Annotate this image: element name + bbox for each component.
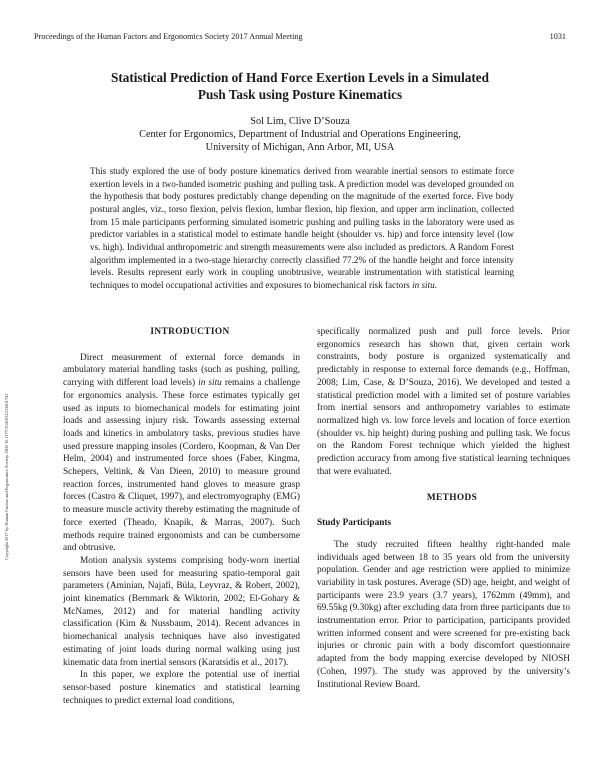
study-participants-heading: Study Participants	[317, 518, 392, 529]
paper-title-line-2: Push Task using Posture Kinematics	[197, 86, 403, 102]
page-number: 1031	[549, 32, 566, 41]
intro-paragraph-2: Motion analysis systems comprising body-worn inertial sensors have been used for measuring spatio-temporal gait parameters (Aminian, Najafi, Büla, Leyvraz, & Robert, 2002), joint kinematics (Bernmark & Wiktorin, 2002; El-Gohary & McNames, 2012) and for material handling activity classification (Kim & Nussbaum, 2014). Recent advances in biomechanical analysis techniques have also investigated estimating of joint loads during normal walking using just kinematic data from inertial sensors (Karatsidis et al., 2017).	[63, 555, 300, 668]
abstract-end: .	[434, 279, 437, 290]
methods-heading: METHODS	[426, 493, 478, 504]
intro-p1-text-a: Direct measurement of external force demands in ambulatory material handling tasks (such as pushing, pulling, carrying with different load levels)	[63, 352, 300, 389]
abstract-italic: in situ	[412, 279, 435, 290]
intro-p1-text-b: remains a challenge for ergonomics analysis. These force estimates typically get used as inputs to biomechanical models for estimating joint loads and assessing injury risk. Towards assessing external loads and kinetics in ambulatory tasks, previous studies have used pressure mapping insoles (Cordero, Koopman, & Van Der Helm, 2004) and instrumented force shoes (Faber, Kingma, Schepers, Veltink, & Van Dieen, 2010) to measure ground reaction forces, instrumented hand gloves to measure grasp forces (Castro & Cliquet, 1997), and electromyography (EMG) to measure muscle activity thereby estimating the magnitude of force exerted (Theado, Knapik, & Marras, 2007). Such methods require trained ergonomists and can be cumbersome and obtrusive.	[63, 378, 300, 554]
intro-p1-italic: in situ	[198, 378, 222, 389]
abstract	[90, 165, 514, 292]
methods-paragraph-1: The study recruited fifteen healthy right-handed male individuals aged between 18 to 35 years old from the university population. Gender and age restriction were applied to minimize variability in task postures. Average (SD) age, height, and weight of participants were 23.9 years (3.7 years), 1762mm (49mm), and 69.55kg (9.30kg) after excluding data from three participants due to instrumentation error. Prior to participation, participants provided written informed consent and were screened for pre-existing back injuries or chronic pain with a body discomfort questionnaire adapted from the body mapping exercise developed by NIOSH (Cohen, 1997). The study was approved by the university’s Institutional Review Board.	[317, 539, 570, 690]
right-column	[317, 326, 570, 691]
left-column	[63, 326, 300, 707]
author-names: Sol Lim, Clive D’Souza	[250, 116, 350, 127]
running-header: Proceedings of the Human Factors and Ergonomics Society 2017 Annual Meeting	[34, 32, 303, 41]
affiliation-line-1: Center for Ergonomics, Department of Industrial and Operations Engineering,	[139, 129, 461, 140]
copyright-sidebar: Copyright 2017 by Human Factors and Ergonomics Society. DOI 10.1177/1541931213601741	[4, 393, 9, 560]
paper-title	[40, 70, 560, 103]
affiliation-line-2: University of Michigan, Ann Arbor, MI, USA	[205, 142, 395, 153]
intro-paragraph-3: In this paper, we explore the potential use of inertial sensor-based posture kinematics and statistical learning techniques to predict external load conditions,	[63, 670, 300, 706]
abstract-text: This study explored the use of body posture kinematics derived from wearable inertial sensors to estimate force exertion levels in a two-handed isometric pushing and pulling task. A prediction model was developed grounded on the hypothesis that body postures predictably change depending on the magnitude of the exerted force. Five body postural angles, viz., torso flexion, pelvis flexion, lumbar flexion, hip flexion, and upper arm inclination, collected from 15 male participants performing simulated isometric pushing and pulling tasks in the laboratory were used as predictor variables in a statistical model to estimate handle height (shoulder vs. hip) and force intensity level (low vs. high). Individual anthropometric and strength measurements were also included as predictors. A Random Forest algorithm implemented in a two-stage hierarchy correctly classified 77.2% of the handle height and force intensity levels. Results represent early work in coupling unobtrusive, wearable instrumentation with statistical learning techniques to model occupational activities and exposures to biomechanical risk factors	[90, 166, 514, 290]
introduction-heading: INTRODUCTION	[150, 327, 230, 337]
intro-paragraph-1	[63, 352, 300, 555]
paper-title-line-1: Statistical Prediction of Hand Force Exertion Levels in a Simulated	[111, 70, 489, 85]
author-block	[40, 115, 560, 154]
right-paragraph-1: specifically normalized push and pull force levels. Prior ergonomics research has shown that, given certain work constraints, body posture is organized systematically and predictably in response to external force demands (e.g., Hoffman, 2008; Lim, Case, & D’Souza, 2016). We developed and tested a statistical prediction model with a limited set of posture variables from inertial sensors and anthropometry variables to estimate normalized high vs. low force levels and location of force exertion (shoulder vs. hip height) during pushing and pulling task. We focus on the Random Forest technique which yielded the highest prediction accuracy from among five statistical learning techniques that were evaluated.	[317, 327, 570, 477]
